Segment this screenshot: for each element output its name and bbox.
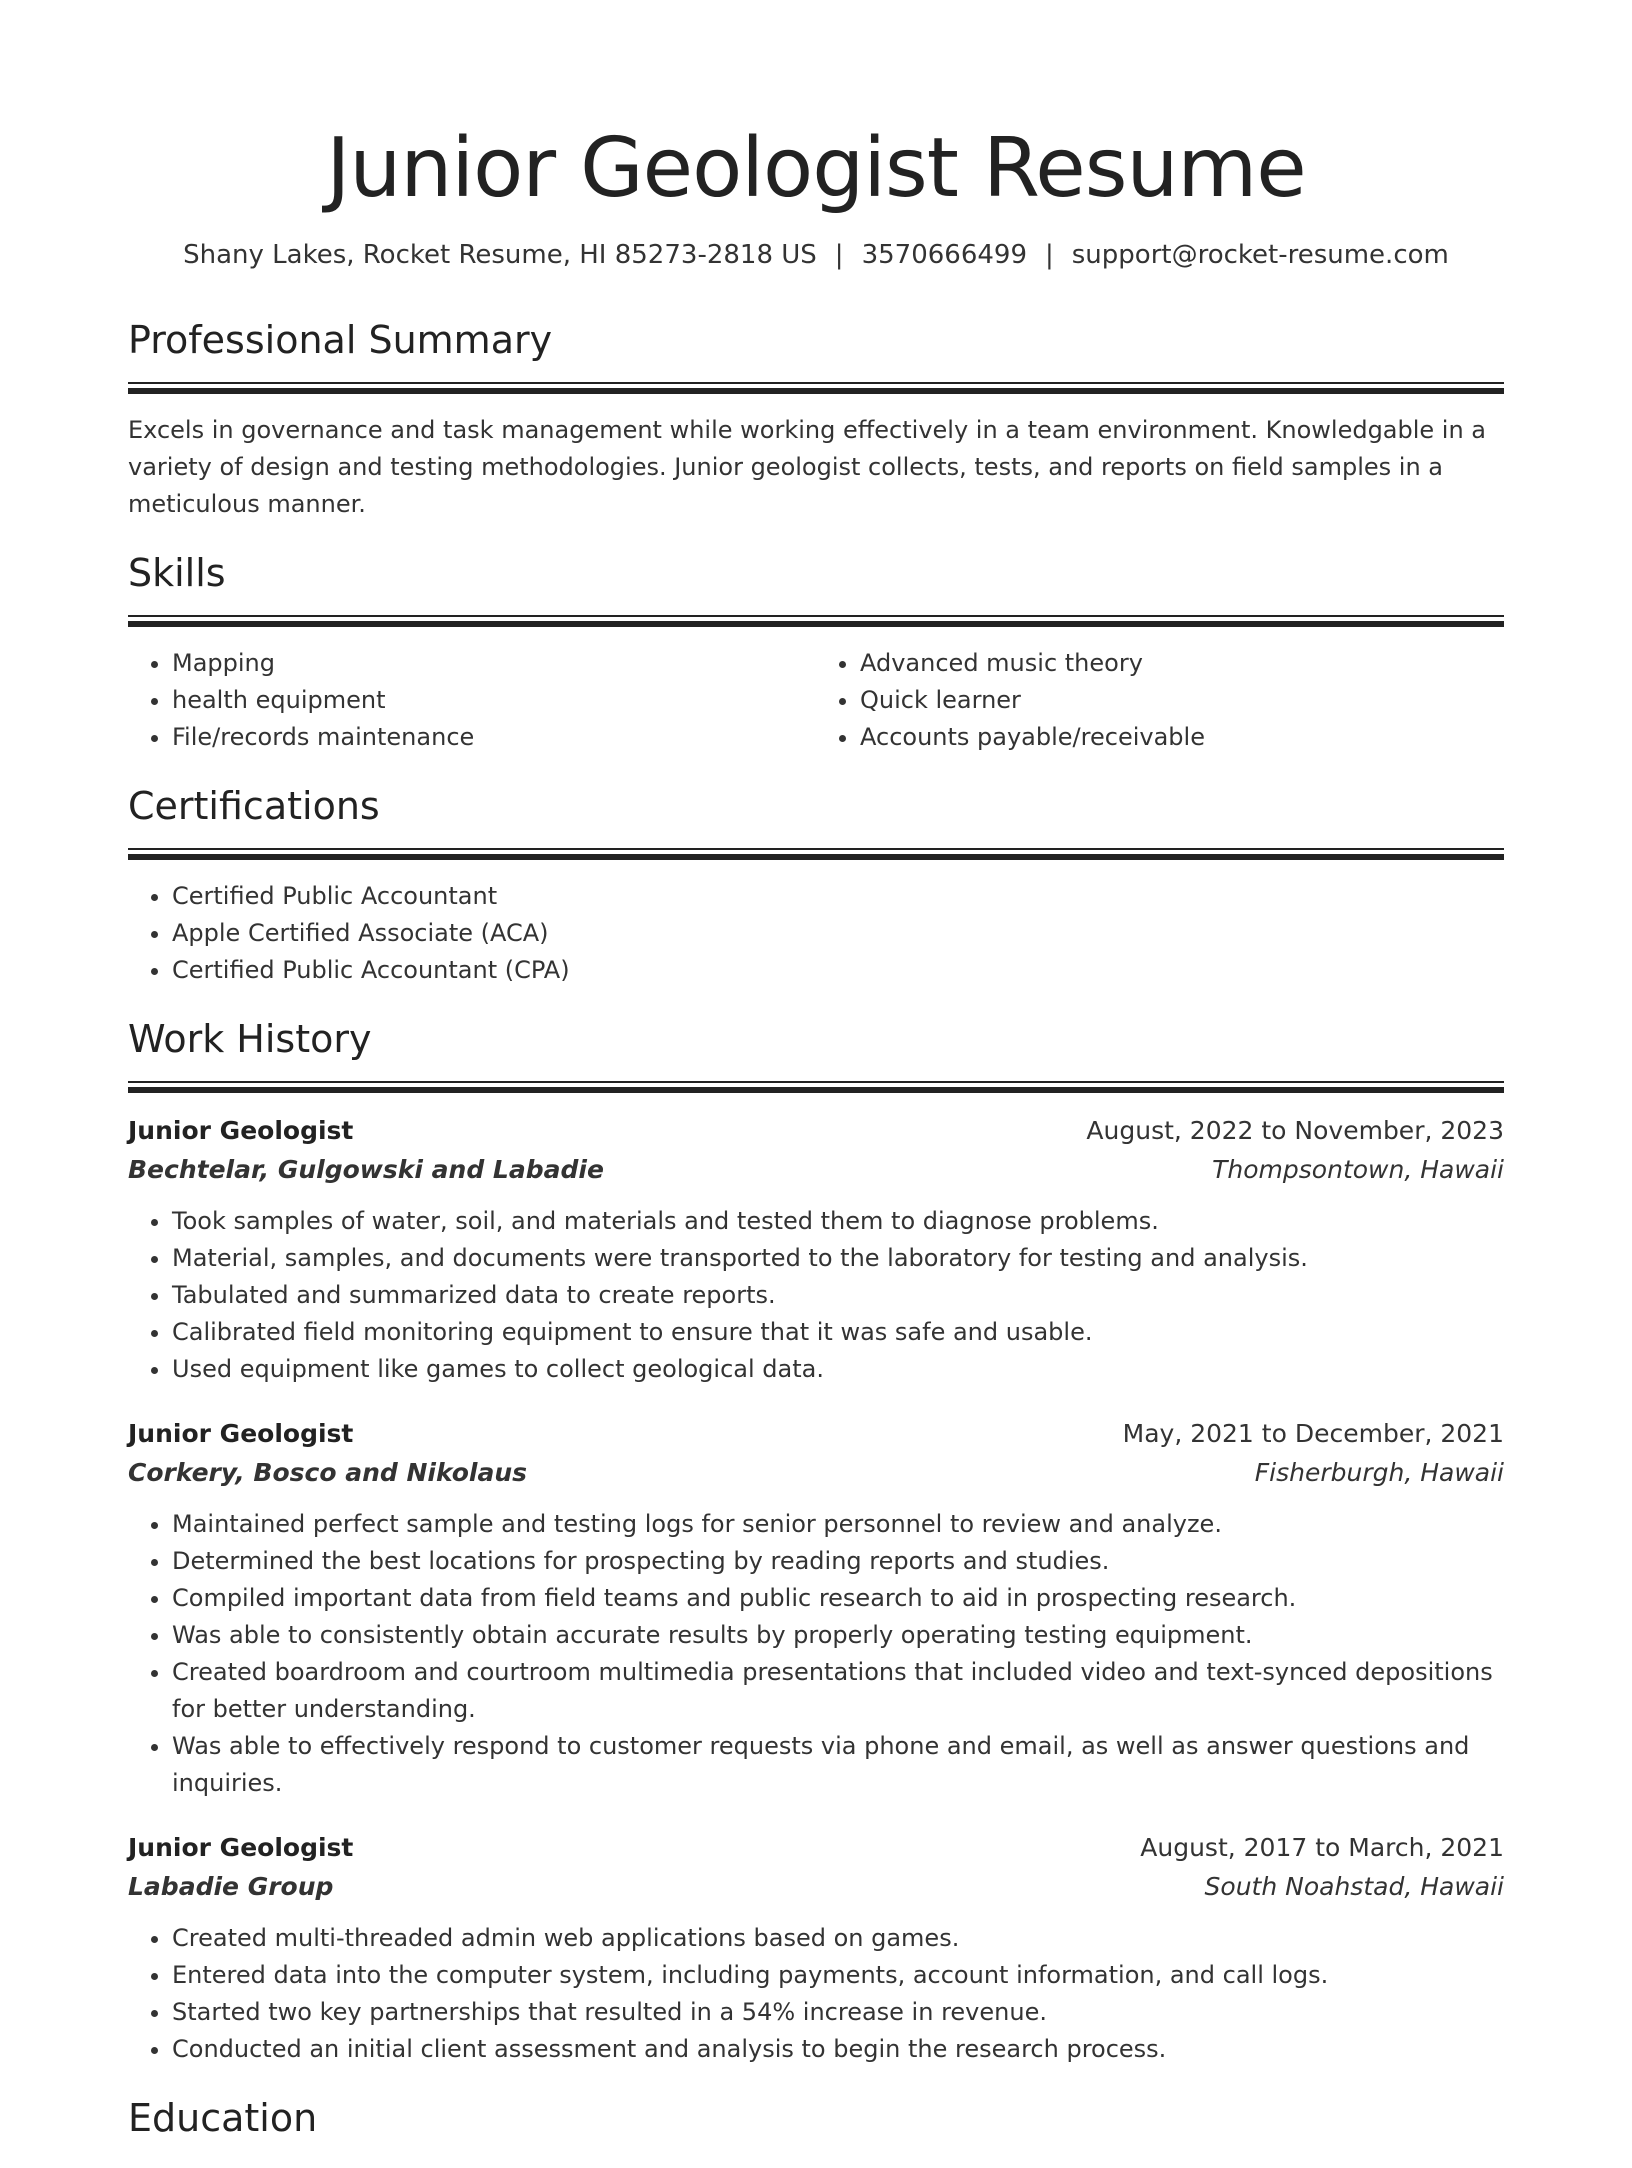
job-title: Junior Geologist [128, 1419, 354, 1448]
job-bullet: • Created multi-threaded admin web applications based on games. [172, 1920, 1504, 1957]
section-divider [128, 615, 1504, 627]
section-divider [128, 1081, 1504, 1093]
job-dates: May, 2021 to December, 2021 [1122, 1419, 1504, 1448]
work-section [128, 1015, 1504, 2068]
job-title: Junior Geologist [128, 1833, 354, 1862]
job-bullet: • Tabulated and summarized data to create reports. [172, 1277, 1504, 1314]
job-bullet: • Calibrated field monitoring equipment to ensure that it was safe and usable. [172, 1314, 1504, 1351]
skills-columns [128, 645, 1504, 756]
skill-item: • health equipment [172, 682, 816, 719]
job-header-row [128, 1111, 1504, 1151]
skills-list-right [816, 645, 1504, 756]
contact-address: Shany Lakes, Rocket Resume, HI 85273-2818 US [183, 240, 817, 270]
job-location: South Noahstad, Hawaii [1204, 1872, 1504, 1901]
job-location: Fisherburgh, Hawaii [1254, 1458, 1504, 1487]
page-title: Junior Geologist Resume [326, 121, 1306, 216]
education-heading: Education [128, 2096, 318, 2140]
certification-item: • Certified Public Accountant [172, 878, 1504, 915]
skills-section [128, 549, 1504, 756]
contact-line [0, 240, 1632, 270]
job-bullet: • Determined the best locations for prospecting by reading reports and studies. [172, 1543, 1504, 1580]
skills-heading: Skills [128, 551, 226, 595]
section-divider [128, 848, 1504, 860]
job-bullet: • Started two key partnerships that resulted in a 54% increase in revenue. [172, 1994, 1504, 2031]
contact-separator: | [834, 240, 844, 270]
certification-item: • Apple Certified Associate (ACA) [172, 915, 1504, 952]
certifications-list [128, 878, 1504, 989]
contact-phone: 3570666499 [861, 240, 1027, 270]
job-entry [128, 1111, 1504, 1388]
summary-heading: Professional Summary [128, 318, 553, 362]
job-bullet: • Material, samples, and documents were transported to the laboratory for testing and analysis. [172, 1240, 1504, 1277]
skill-item: • Accounts payable/receivable [860, 719, 1504, 756]
resume-header [0, 0, 1632, 270]
job-bullet: • Conducted an initial client assessment and analysis to begin the research process. [172, 2031, 1504, 2068]
section-divider [128, 382, 1504, 394]
summary-text: Excels in governance and task management while working effectively in a team environment. Knowledgable in a variety of design and testing methodologies. Junior geologist collects, tests, and reports on field samples in a meticulous manner. [128, 416, 1487, 518]
job-header-row [128, 1828, 1504, 1868]
job-bullets [128, 1506, 1504, 1802]
job-company: Corkery, Bosco and Nikolaus [128, 1458, 528, 1487]
job-header-row [128, 1414, 1504, 1454]
job-bullet: • Used equipment like games to collect geological data. [172, 1351, 1504, 1388]
job-entry [128, 1828, 1504, 2068]
job-bullets [128, 1920, 1504, 2068]
certifications-heading: Certifications [128, 784, 380, 828]
job-company-row [128, 1454, 1504, 1492]
skill-item: • Mapping [172, 645, 816, 682]
job-company: Bechtelar, Gulgowski and Labadie [128, 1155, 604, 1184]
job-dates: August, 2017 to March, 2021 [1140, 1833, 1504, 1862]
job-company-row [128, 1868, 1504, 1906]
certification-item: • Certified Public Accountant (CPA) [172, 952, 1504, 989]
work-heading: Work History [128, 1017, 372, 1061]
resume-content [128, 316, 1504, 2168]
job-bullet: • Was able to consistently obtain accurate results by properly operating testing equipment. [172, 1617, 1504, 1654]
contact-email: support@rocket-resume.com [1071, 240, 1449, 270]
job-entry [128, 1414, 1504, 1802]
contact-separator: | [1044, 240, 1054, 270]
skills-list-left [128, 645, 816, 756]
job-company: Labadie Group [128, 1872, 334, 1901]
job-bullets [128, 1203, 1504, 1388]
job-bullet: • Compiled important data from field teams and public research to aid in prospecting research. [172, 1580, 1504, 1617]
skill-item: • Advanced music theory [860, 645, 1504, 682]
job-bullet: • Took samples of water, soil, and materials and tested them to diagnose problems. [172, 1203, 1504, 1240]
skill-item: • File/records maintenance [172, 719, 816, 756]
job-title: Junior Geologist [128, 1116, 354, 1145]
skill-item: • Quick learner [860, 682, 1504, 719]
job-dates: August, 2022 to November, 2023 [1086, 1116, 1504, 1145]
job-bullet: • Entered data into the computer system, including payments, account information, and call logs. [172, 1957, 1504, 1994]
summary-section [128, 316, 1504, 523]
education-section [128, 2094, 1504, 2142]
job-bullet: • Maintained perfect sample and testing logs for senior personnel to review and analyze. [172, 1506, 1504, 1543]
job-location: Thompsontown, Hawaii [1212, 1155, 1504, 1184]
certifications-section [128, 782, 1504, 989]
job-bullet: • Created boardroom and courtroom multimedia presentations that included video and text-synced depositions for better understanding. [172, 1654, 1504, 1728]
job-company-row [128, 1151, 1504, 1189]
job-bullet: • Was able to effectively respond to customer requests via phone and email, as well as answer questions and inquiries. [172, 1728, 1504, 1802]
